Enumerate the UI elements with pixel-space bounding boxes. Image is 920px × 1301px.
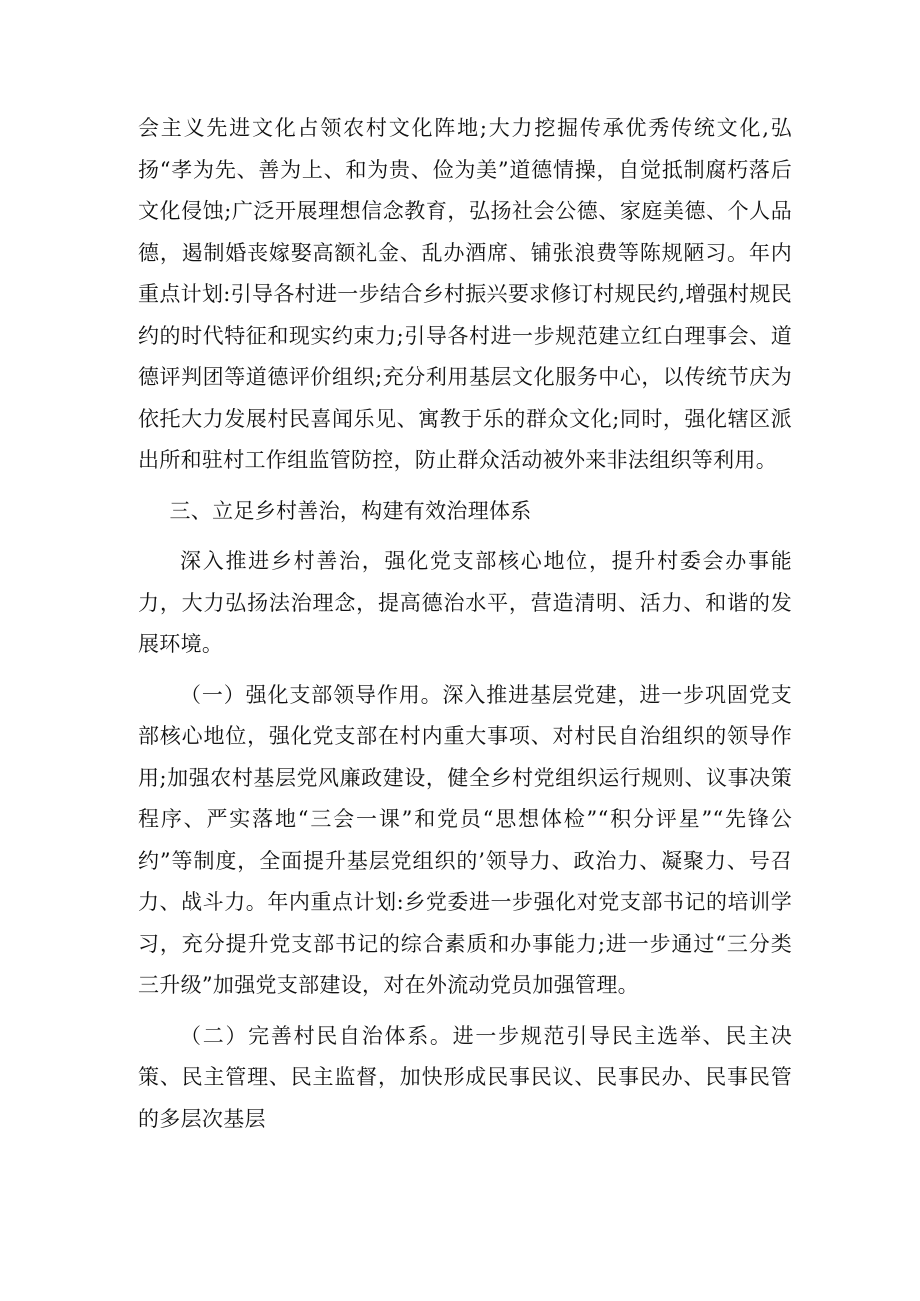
paragraph-villager-autonomy: （二）完善村民自治体系。进一步规范引导民主选举、民主决策、民主管理、民主监督，加快形成民事民议、民事民办、民事民管的多层次基层 (138, 1023, 792, 1131)
paragraph-rural-culture-continued: 会主义先进文化占领农村文化阵地;大力挖掘传承优秀传统文化,弘扬“孝为先、善为上、和为贵、俭为美”道德情操，自觉抵制腐朽落后文化侵蚀;广泛开展理想信念教育，弘扬社会公德、家庭美德、个人品德，遏制婚丧嫁娶高额礼金、乱办酒席、铺张浪费等陈规陋习。年内重点计划:引导各村进一步结合乡村振兴要求修订村规民约,增强村规民约的时代特征和现实约束力;引导各村进一步规范建立红白理事会、道德评判团等道德评价组织;充分利用基层文化服务中心，以传统节庆为依托大力发展村民喜闻乐见、寓教于乐的群众文化;同时，强化辖区派出所和驻村工作组监管防控，防止群众活动被外来非法组织等利用。 (138, 116, 792, 472)
paragraph-branch-leadership: （一）强化支部领导作用。深入推进基层党建，进一步巩固党支部核心地位，强化党支部在村内重大事项、对村民自治组织的领导作用;加强农村基层党风廉政建设，健全乡村党组织运行规则、议事决策程序、严实落地“三会一课”和党员“思想体检”“积分评星”“先锋公约”等制度，全面提升基层党组织的’领导力、政治力、凝聚力、号召力、战斗力。年内重点计划:乡党委进一步强化对党支部书记的培训学习，充分提升党支部书记的综合素质和办事能力;进一步通过“三分类三升级”加强党支部建设，对在外流动党员加强管理。 (138, 682, 792, 997)
section-heading-rural-governance: 三、立足乡村善治，构建有效治理体系 (169, 498, 532, 523)
paragraph-section-intro: 深入推进乡村善治，强化党支部核心地位，提升村委会办事能力，大力弘扬法治理念，提高德治水平，营造清明、活力、和谐的发展环境。 (138, 549, 792, 656)
